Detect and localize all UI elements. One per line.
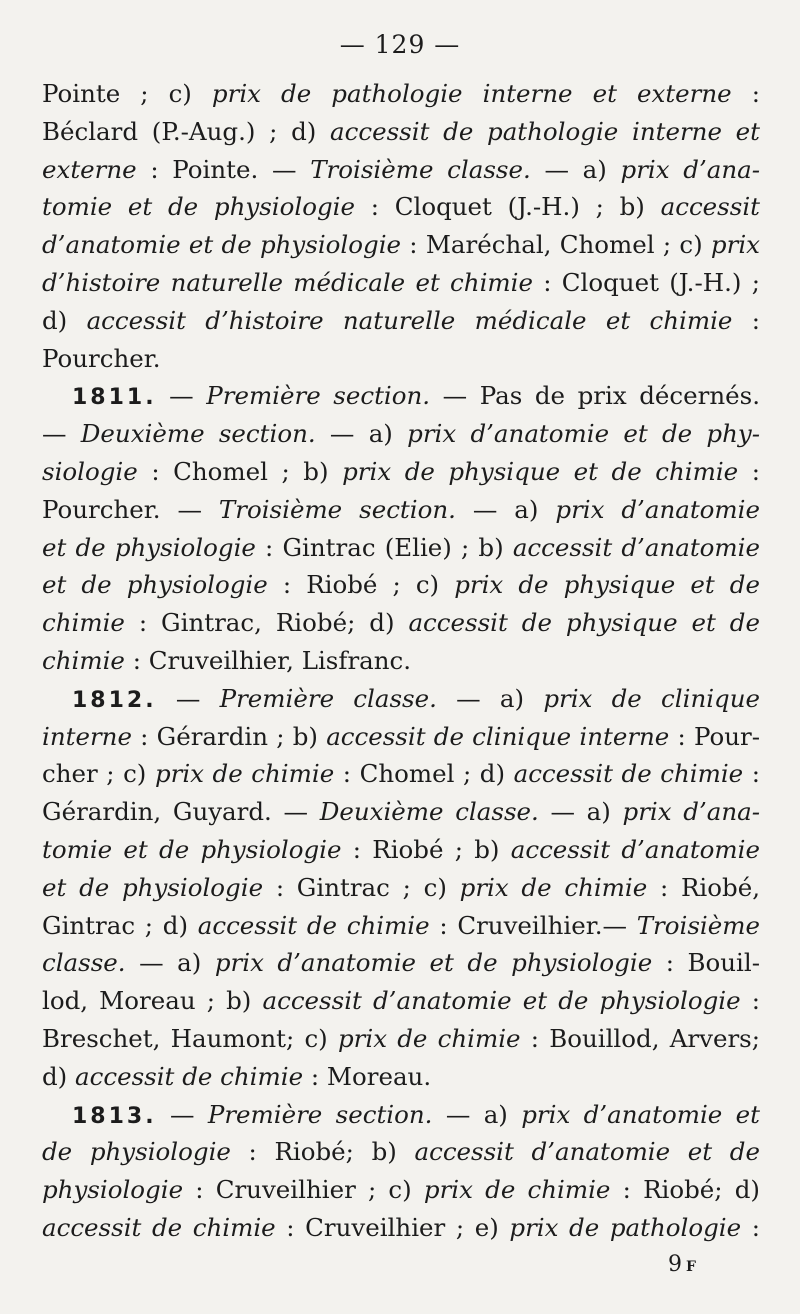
roman-text: : Chomel ; d) — [334, 759, 514, 789]
text-line — [42, 831, 760, 869]
italic-text: accessit d’anatomie — [512, 532, 760, 562]
italic-text: accessit de chimie — [75, 1061, 304, 1091]
text-line — [42, 113, 760, 151]
text-line — [42, 75, 760, 113]
roman-text: : Cruveilhier, Lisfranc. — [124, 645, 412, 675]
text-line — [42, 302, 760, 340]
italic-text: accessit d’anatomie — [510, 834, 760, 864]
italic-text: prix d’anatomie — [555, 494, 760, 524]
italic-text: prix de chimie — [337, 1023, 521, 1053]
italic-text: accessit d’histoire naturelle médicale et chimie — [86, 305, 733, 335]
roman-text: : Cruveilhier ; e) — [275, 1212, 510, 1242]
roman-text: — a) — [530, 154, 621, 184]
roman-text: Breschet, Haumont; c) — [42, 1023, 338, 1053]
roman-text: : Cloquet (J.-H.) ; b) — [355, 192, 661, 222]
text-line — [42, 793, 760, 831]
roman-text: — — [156, 381, 207, 411]
italic-text: chimie — [42, 645, 125, 675]
italic-text: prix de clinique — [543, 683, 760, 713]
roman-text: — a) — [432, 1099, 522, 1129]
text-line — [42, 1171, 760, 1209]
signature-mark — [668, 1252, 696, 1277]
text-line — [42, 907, 760, 945]
text-line — [42, 1133, 760, 1171]
italic-text: accessit de chimie — [42, 1212, 276, 1242]
roman-text: — — [156, 1099, 208, 1129]
roman-text: — — [42, 419, 81, 449]
roman-text: : Gérardin ; b) — [131, 721, 327, 751]
text-line — [42, 491, 760, 529]
italic-text: accessit — [660, 192, 760, 222]
roman-text: Pourcher. — [42, 343, 161, 373]
text-line — [42, 718, 760, 756]
text-line — [42, 453, 760, 491]
italic-text: prix de physique et de chimie — [342, 456, 739, 486]
roman-text: Pointe ; c) — [42, 79, 212, 108]
roman-text: : — [732, 305, 760, 335]
italic-text: prix de pathologie interne et externe — [211, 79, 732, 108]
italic-text: Première section. — [207, 1099, 433, 1129]
roman-text: — a) — [436, 683, 544, 713]
italic-text: et de physiologie — [42, 570, 268, 600]
year-heading: 1811. — [72, 385, 157, 411]
roman-text: : — [743, 759, 760, 789]
roman-text: — a) — [538, 797, 623, 827]
roman-text: : Riobé; b) — [230, 1137, 415, 1167]
signature-number: 9 — [668, 1252, 682, 1277]
italic-text: accessit de chimie — [513, 759, 744, 789]
italic-text: prix — [710, 230, 760, 260]
roman-text: : Gintrac ; c) — [263, 872, 460, 902]
text-line — [42, 415, 760, 453]
roman-text: : Pour- — [669, 721, 760, 751]
italic-text: accessit d’anatomie et de — [414, 1137, 760, 1167]
italic-text: Troisième classe. — [310, 154, 531, 184]
text-line — [42, 982, 760, 1020]
text-line — [42, 604, 760, 642]
roman-text: — a) — [125, 948, 215, 978]
roman-text: : Maréchal, Chomel ; c) — [401, 230, 711, 260]
roman-text: : — [738, 456, 760, 486]
text-line — [42, 755, 760, 793]
roman-text: : Riobé ; c) — [267, 570, 455, 600]
roman-text: Béclard (P.-Aug.) ; d) — [42, 116, 331, 146]
italic-text: d’anatomie et de physiologie — [42, 230, 402, 260]
italic-text: et de physiologie — [42, 532, 256, 562]
italic-text: de physiologie — [42, 1137, 231, 1167]
italic-text: prix d’anatomie et de physiologie — [214, 948, 653, 978]
text-line — [42, 1058, 760, 1096]
italic-text: classe. — [42, 948, 126, 978]
italic-text: Deuxième classe. — [319, 797, 539, 827]
italic-text: et de physiologie — [42, 872, 264, 902]
italic-text: externe — [42, 154, 137, 184]
text-line — [42, 869, 760, 907]
text-line — [42, 642, 760, 680]
italic-text: prix de chimie — [423, 1175, 611, 1205]
year-heading: 1812. — [72, 687, 157, 713]
roman-text: d) — [42, 1061, 76, 1091]
italic-text: Première classe. — [219, 683, 437, 713]
roman-text: : — [741, 1212, 760, 1242]
roman-text: : Riobé; d) — [610, 1175, 760, 1205]
roman-text: : Moreau. — [303, 1061, 432, 1091]
italic-text: accessit de clinique interne — [326, 721, 670, 751]
roman-text: : Riobé, — [647, 872, 760, 902]
text-line — [42, 680, 760, 718]
italic-text: accessit d’anatomie et de physiologie — [262, 986, 741, 1016]
italic-text: accessit de pathologie interne et — [330, 116, 760, 146]
text-line — [42, 1020, 760, 1058]
text-line — [42, 340, 760, 378]
italic-text: tomie et de physiologie — [42, 834, 342, 864]
year-heading: 1813. — [72, 1103, 157, 1129]
roman-text: Gérardin, Guyard. — — [42, 797, 320, 827]
roman-text: Gintrac ; d) — [42, 910, 198, 940]
italic-text: Deuxième section. — [80, 419, 316, 449]
italic-text: tomie et de physiologie — [42, 192, 355, 222]
roman-text: : Gintrac, Riobé; d) — [124, 608, 409, 638]
roman-text: : — [740, 986, 760, 1016]
italic-text: prix de pathologie — [509, 1212, 742, 1242]
italic-text: accessit de physique et de — [408, 608, 760, 638]
roman-text: : Bouillod, Arvers; — [520, 1023, 760, 1053]
italic-text: prix de chimie — [154, 759, 335, 789]
roman-text: — a) — [455, 494, 556, 524]
italic-text: physiologie — [42, 1175, 184, 1205]
italic-text: prix d’ana- — [620, 154, 760, 184]
roman-text: — — [156, 683, 220, 713]
roman-text: : Riobé ; b) — [341, 834, 511, 864]
text-line — [42, 1096, 760, 1134]
roman-text: : Pointe. — — [136, 154, 311, 184]
text-line — [42, 264, 760, 302]
roman-text: d) — [42, 305, 87, 335]
roman-text: : Chomel ; b) — [137, 456, 343, 486]
body-text — [42, 75, 760, 1247]
roman-text: lod, Moreau ; b) — [42, 986, 263, 1016]
italic-text: Troisième — [636, 910, 760, 940]
italic-text: Troisième section. — [218, 494, 456, 524]
roman-text: : Cruveilhier ; c) — [183, 1175, 424, 1205]
roman-text: : Gintrac (Elie) ; b) — [255, 532, 513, 562]
italic-text: d’histoire naturelle médicale et chimie — [42, 267, 533, 297]
text-line — [42, 188, 760, 226]
text-line — [42, 226, 760, 264]
roman-text: : — [731, 79, 760, 108]
text-line — [42, 529, 760, 567]
italic-text: prix d’anatomie et de phy- — [407, 419, 760, 449]
italic-text: prix de physique et de — [454, 570, 760, 600]
text-line — [42, 377, 760, 415]
italic-text: interne — [42, 721, 132, 751]
roman-text: : Bouil- — [652, 948, 760, 978]
italic-text: prix d’anatomie et — [521, 1099, 760, 1129]
signature-letter: F — [686, 1259, 696, 1275]
roman-text: : Cruveilhier.— — [429, 910, 637, 940]
italic-text: prix de chimie — [459, 872, 648, 902]
italic-text: chimie — [42, 608, 125, 638]
italic-text: Première section. — [206, 381, 431, 411]
italic-text: accessit de chimie — [197, 910, 430, 940]
text-line — [42, 944, 760, 982]
roman-text: cher ; c) — [42, 759, 155, 789]
text-line — [42, 1209, 760, 1247]
roman-text: : Cloquet (J.-H.) ; — [532, 267, 760, 297]
roman-text: — a) — [315, 419, 408, 449]
text-line — [42, 566, 760, 604]
roman-text: — Pas de prix décernés. — [430, 381, 760, 411]
text-line — [42, 151, 760, 189]
page-number: — 129 — — [339, 30, 461, 59]
roman-text: Pourcher. — — [42, 494, 219, 524]
italic-text: siologie — [42, 456, 138, 486]
italic-text: prix d’ana- — [622, 797, 760, 827]
